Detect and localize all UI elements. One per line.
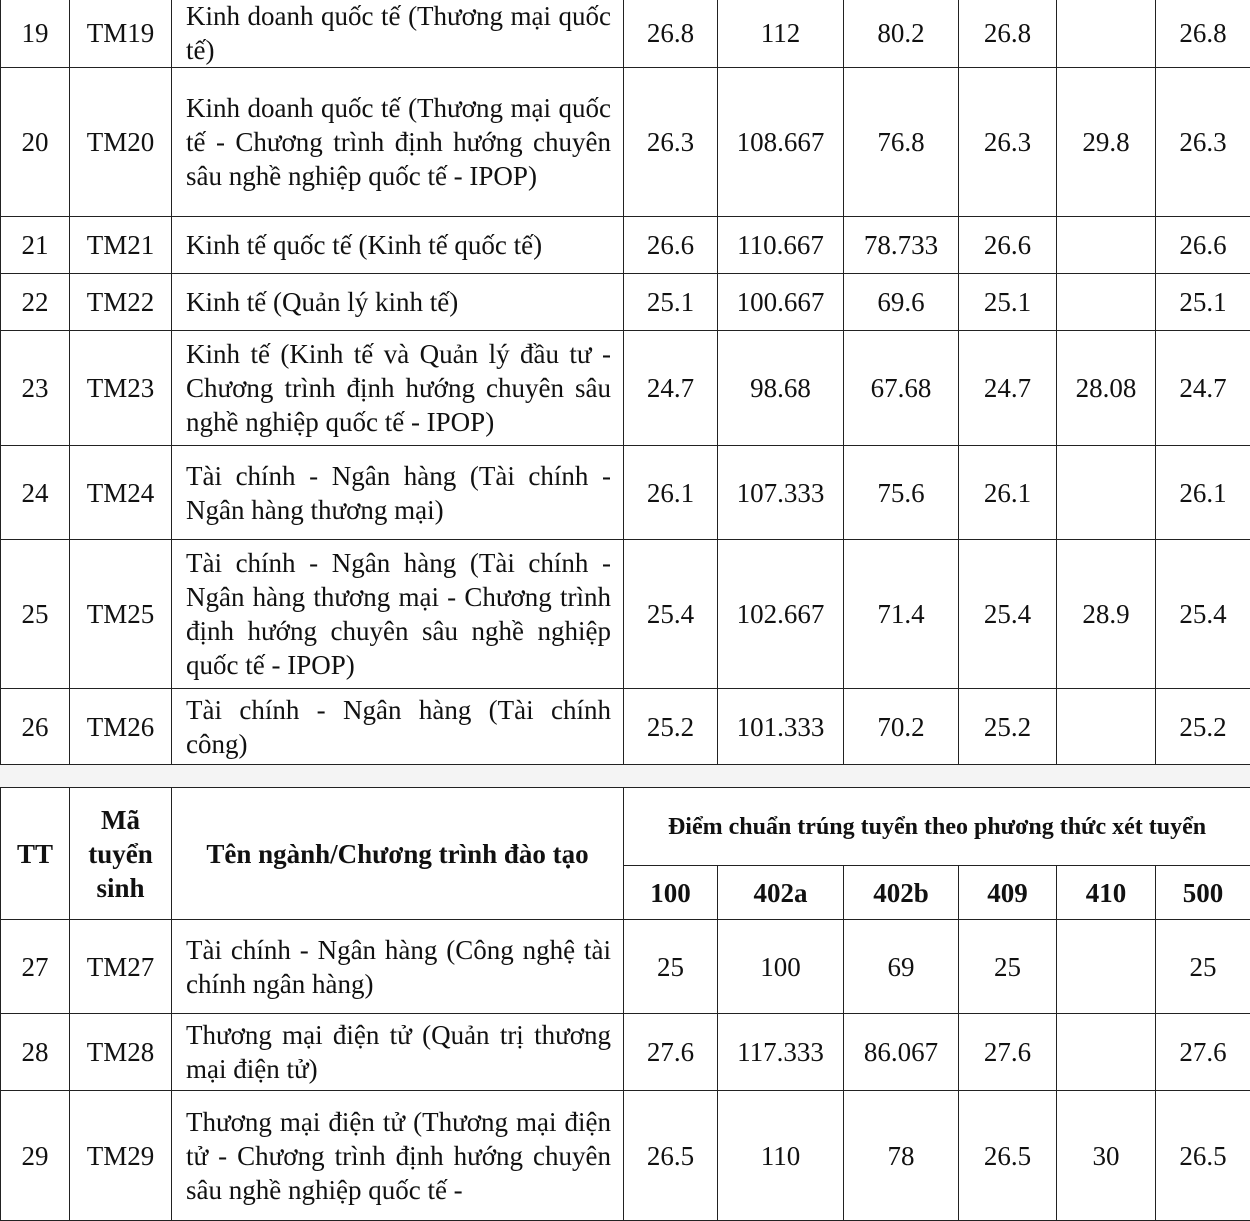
row-score: 30 [1057,1091,1156,1221]
row-score: 70.2 [844,689,959,765]
row-tt: 22 [1,274,70,331]
row-tt: 25 [1,540,70,689]
page-break [0,765,1250,787]
header-method: 100 [624,866,718,920]
row-code: TM27 [70,920,172,1014]
row-program-name: Tài chính - Ngân hàng (Công nghệ tài chính ngân hàng) [172,920,624,1014]
row-score: 98.68 [718,331,844,446]
table-row [1,1091,1250,1221]
row-score: 25 [624,920,718,1014]
row-code: TM25 [70,540,172,689]
header-program: Tên ngành/Chương trình đào tạo [172,788,624,920]
row-score [1057,446,1156,540]
row-tt: 21 [1,217,70,274]
header-method: 402a [718,866,844,920]
row-score: 25.2 [1156,689,1250,765]
row-score: 27.6 [624,1014,718,1091]
row-score: 78.733 [844,217,959,274]
row-score: 26.8 [1156,0,1250,68]
table-row [1,920,1250,1014]
row-score: 108.667 [718,68,844,217]
row-score: 29.8 [1057,68,1156,217]
row-score: 76.8 [844,68,959,217]
table-row [1,274,1250,331]
row-score: 26.1 [1156,446,1250,540]
header-code-line: sinh [70,871,171,905]
row-program-name: Kinh tế quốc tế (Kinh tế quốc tế) [172,217,624,274]
row-score: 26.8 [624,0,718,68]
row-tt: 26 [1,689,70,765]
row-score: 25 [1156,920,1250,1014]
row-program-name: Tài chính - Ngân hàng (Tài chính - Ngân hàng thương mại - Chương trình định hướng chuyên sâu nghề nghiệp quốc tế - IPOP) [172,540,624,689]
row-score: 102.667 [718,540,844,689]
row-score: 26.3 [1156,68,1250,217]
table-row [1,0,1250,68]
row-code: TM19 [70,0,172,68]
table-row [1,689,1250,765]
row-score [1057,920,1156,1014]
row-score: 28.9 [1057,540,1156,689]
header-method: 410 [1057,866,1156,920]
table-row [1,68,1250,217]
table-row [1,540,1250,689]
row-score: 24.7 [624,331,718,446]
row-score: 25.4 [959,540,1057,689]
row-score [1057,0,1156,68]
row-program-name: Kinh tế (Quản lý kinh tế) [172,274,624,331]
row-score: 86.067 [844,1014,959,1091]
row-score [1057,274,1156,331]
header-tt: TT [1,788,70,920]
table-header-row [1,788,1250,866]
row-score: 27.6 [1156,1014,1250,1091]
header-method: 500 [1156,866,1250,920]
row-score: 26.6 [1156,217,1250,274]
row-score: 26.5 [959,1091,1057,1221]
row-score: 100.667 [718,274,844,331]
row-score: 69 [844,920,959,1014]
row-program-name: Thương mại điện tử (Thương mại điện tử - Chương trình định hướng chuyên sâu nghề nghiệp quốc tế - [172,1091,624,1221]
row-score: 25.2 [959,689,1057,765]
row-tt: 27 [1,920,70,1014]
row-score: 26.6 [624,217,718,274]
row-score [1057,1014,1156,1091]
header-code [70,788,172,920]
header-code-line: Mã [70,803,171,837]
row-score: 24.7 [1156,331,1250,446]
row-program-name: Tài chính - Ngân hàng (Tài chính công) [172,689,624,765]
row-score: 107.333 [718,446,844,540]
row-program-name: Kinh doanh quốc tế (Thương mại quốc tế - Chương trình định hướng chuyên sâu nghề nghiệp quốc tế - IPOP) [172,68,624,217]
row-score: 117.333 [718,1014,844,1091]
row-score: 26.3 [959,68,1057,217]
row-code: TM29 [70,1091,172,1221]
row-score: 26.6 [959,217,1057,274]
row-program-name: Kinh doanh quốc tế (Thương mại quốc tế) [172,0,624,68]
table-row [1,217,1250,274]
row-code: TM22 [70,274,172,331]
row-score: 24.7 [959,331,1057,446]
row-score: 26.1 [624,446,718,540]
row-score: 25.1 [624,274,718,331]
table-row [1,1014,1250,1091]
header-method: 402b [844,866,959,920]
table-row [1,446,1250,540]
row-code: TM26 [70,689,172,765]
row-tt: 20 [1,68,70,217]
row-program-name: Thương mại điện tử (Quản trị thương mại điện tử) [172,1014,624,1091]
row-tt: 23 [1,331,70,446]
row-score: 27.6 [959,1014,1057,1091]
header-method-group: Điểm chuẩn trúng tuyển theo phương thức xét tuyển [624,788,1250,866]
row-score: 26.5 [1156,1091,1250,1221]
row-code: TM24 [70,446,172,540]
row-score: 112 [718,0,844,68]
row-score: 78 [844,1091,959,1221]
row-score: 69.6 [844,274,959,331]
table-row [1,331,1250,446]
row-score: 26.1 [959,446,1057,540]
row-score: 101.333 [718,689,844,765]
row-score: 25.4 [1156,540,1250,689]
row-score: 25.1 [959,274,1057,331]
row-score: 25.4 [624,540,718,689]
row-code: TM28 [70,1014,172,1091]
row-code: TM20 [70,68,172,217]
row-code: TM23 [70,331,172,446]
row-score: 75.6 [844,446,959,540]
row-score: 26.3 [624,68,718,217]
admission-table-bottom [0,787,1250,1221]
header-method: 409 [959,866,1057,920]
row-program-name: Tài chính - Ngân hàng (Tài chính - Ngân hàng thương mại) [172,446,624,540]
row-code: TM21 [70,217,172,274]
row-score [1057,689,1156,765]
row-score: 25 [959,920,1057,1014]
row-score: 100 [718,920,844,1014]
row-score: 67.68 [844,331,959,446]
row-score: 80.2 [844,0,959,68]
row-score: 25.1 [1156,274,1250,331]
row-tt: 24 [1,446,70,540]
row-score: 26.5 [624,1091,718,1221]
row-score: 26.8 [959,0,1057,68]
row-program-name: Kinh tế (Kinh tế và Quản lý đầu tư - Chương trình định hướng chuyên sâu nghề nghiệp quốc tế - IPOP) [172,331,624,446]
row-tt: 19 [1,0,70,68]
row-score: 110 [718,1091,844,1221]
row-tt: 29 [1,1091,70,1221]
row-score: 25.2 [624,689,718,765]
row-score: 110.667 [718,217,844,274]
row-score [1057,217,1156,274]
row-tt: 28 [1,1014,70,1091]
row-score: 28.08 [1057,331,1156,446]
header-code-line: tuyển [70,837,171,871]
row-score: 71.4 [844,540,959,689]
